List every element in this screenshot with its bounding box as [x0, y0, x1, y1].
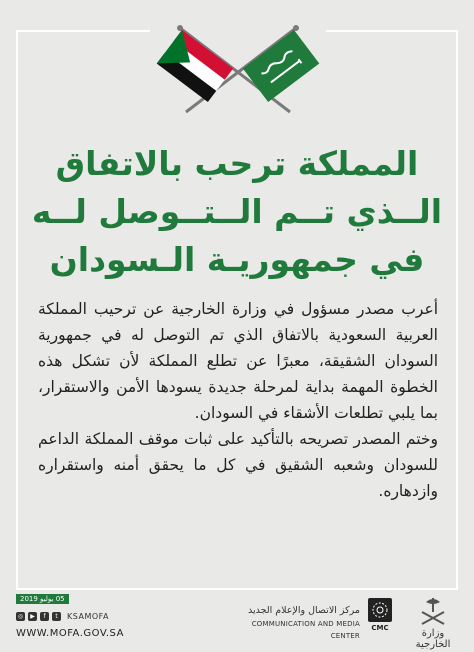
- paragraph: أعرب مصدر مسؤول في وزارة الخارجية عن ترحيب المملكة العربية السعودية بالاتفاق الذي تم التوصل له في جمهورية السودان الشقيقة، معبرًا عن تطلع المملكة لأن تشكل هذه الخطوة المهمة بداية لمرحلة جديدة يسودها الأمن والاستقرار، بما يلبي تطلعات الأشقاء في السودان.: [38, 300, 438, 422]
- date-badge: 05 يوليو 2019: [16, 594, 69, 604]
- facebook-icon[interactable]: f: [40, 612, 49, 621]
- statement-body: [38, 296, 438, 504]
- social-handle[interactable]: KSAMOFA: [67, 612, 109, 621]
- saudi-flag-icon: [243, 30, 319, 102]
- cmc-arabic-name: مركز الاتصال والإعلام الجديد: [247, 605, 360, 616]
- headline-line: الــذي تــم الــتــوصل لــه: [31, 192, 443, 231]
- cmc-english-name: COMMUNICATION AND MEDIA CENTER: [251, 620, 360, 640]
- paragraph: وختم المصدر تصريحه بالتأكيد على ثبات موقف المملكة الداعم للسودان وشعبه الشقيق في كل ما يحقق أمنه واستقراره وازدهاره.: [38, 430, 438, 500]
- headline-line: في جمهوريـة الـسودان: [49, 240, 425, 279]
- headline-line: المملكة ترحب بالاتفاق: [55, 144, 419, 183]
- cmc-label: CMC: [371, 624, 389, 632]
- footer-logos: [228, 596, 464, 650]
- crossed-flags: [150, 8, 326, 118]
- cmc-logo-icon: [368, 598, 392, 642]
- website-link[interactable]: WWW.MOFA.GOV.SA: [16, 628, 124, 639]
- footer-social: [16, 594, 156, 646]
- instagram-icon[interactable]: ◎: [17, 613, 24, 620]
- twitter-icon[interactable]: t: [52, 612, 61, 621]
- cmc-text: [228, 604, 360, 642]
- youtube-icon[interactable]: ▶: [28, 612, 37, 621]
- sudan-flag-icon: [157, 30, 233, 102]
- ministry-name: وزارة الخارجية: [415, 628, 451, 650]
- saudi-emblem-icon: [404, 596, 462, 650]
- social-row: [16, 612, 109, 621]
- headline: [24, 140, 450, 284]
